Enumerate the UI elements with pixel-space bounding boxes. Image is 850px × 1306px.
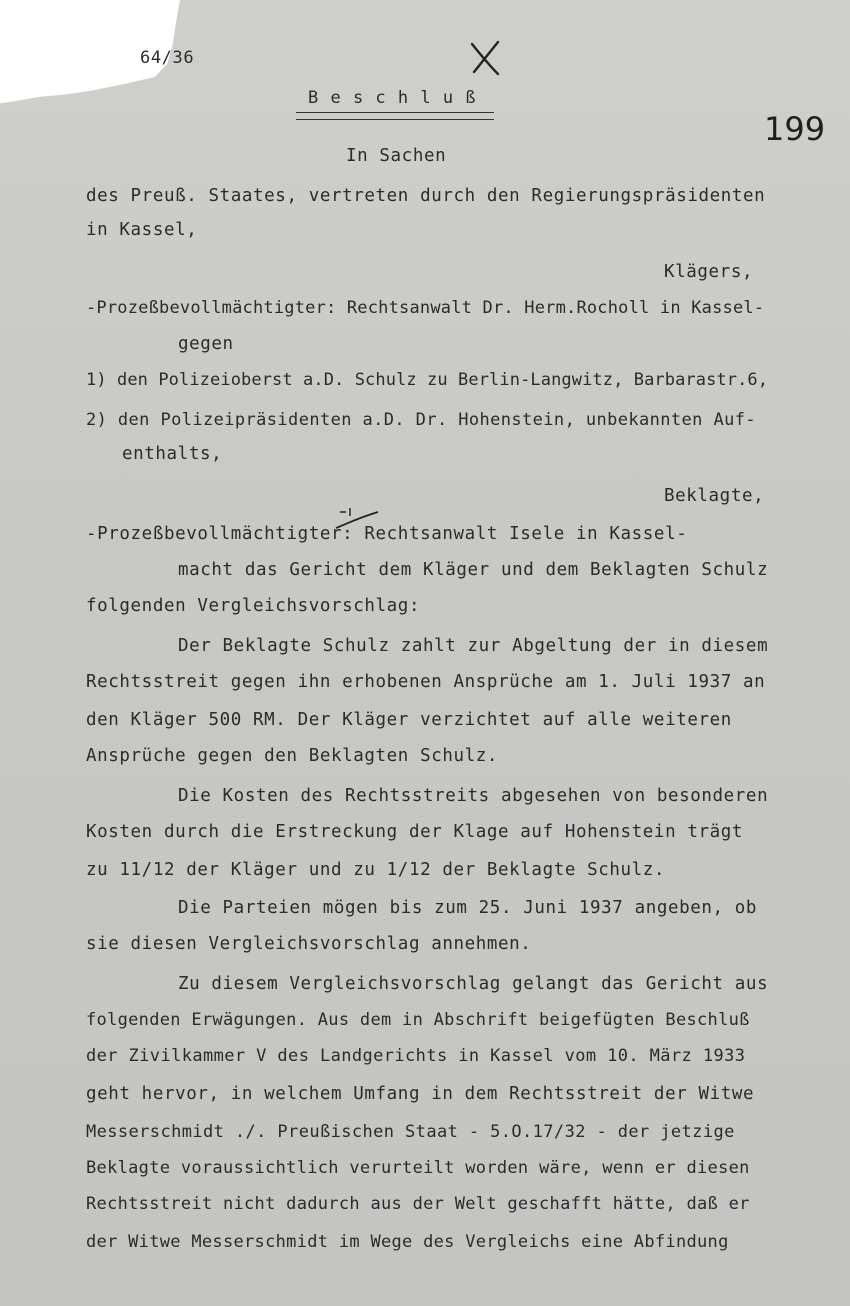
text-line: geht hervor, in welchem Umfang in dem Rechtsstreit der Witwe <box>86 1084 755 1104</box>
text-line: der Zivilkammer V des Landgerichts in Kassel vom 10. März 1933 <box>86 1046 746 1066</box>
text-line: -Prozeßbevollmächtigter: Rechtsanwalt Isele in Kassel- <box>86 524 688 544</box>
text-line: 1) den Polizeioberst a.D. Schulz zu Berlin-Langwitz, Barbarastr.6, <box>86 370 769 390</box>
text-line: gegen <box>178 334 234 354</box>
text-line: des Preuß. Staates, vertreten durch den Regierungspräsidenten <box>86 186 766 206</box>
text-line: Rechtsstreit nicht dadurch aus der Welt geschafft hätte, daß er <box>86 1194 750 1214</box>
text-line: Zu diesem Vergleichsvorschlag gelangt das Gericht aus <box>178 974 769 994</box>
text-line: den Kläger 500 RM. Der Kläger verzichtet auf alle weiteren <box>86 710 732 730</box>
text-line: macht das Gericht dem Kläger und dem Beklagten Schulz <box>178 560 769 580</box>
text-line: enthalts, <box>122 444 223 464</box>
text-line: Der Beklagte Schulz zahlt zur Abgeltung der in diesem <box>178 636 769 656</box>
handwritten-x-mark <box>468 40 502 76</box>
text-line: Die Parteien mögen bis zum 25. Juni 1937 angeben, ob <box>178 898 758 918</box>
text-line: Rechtsstreit gegen ihn erhobenen Ansprüche am 1. Juli 1937 an <box>86 672 766 692</box>
text-line: in Kassel, <box>86 220 198 240</box>
page-number: 199 <box>764 110 826 148</box>
text-line: folgenden Vergleichsvorschlag: <box>86 596 421 616</box>
text-line: Kosten durch die Erstreckung der Klage auf Hohenstein trägt <box>86 822 744 842</box>
document-title: B e s c h l u ß <box>308 88 477 108</box>
text-line: In Sachen <box>346 146 447 166</box>
text-line: sie diesen Vergleichsvorschlag annehmen. <box>86 934 532 954</box>
handwritten-annotation <box>332 506 382 532</box>
text-line: Beklagte, <box>664 486 765 506</box>
text-line: Messerschmidt ./. Preußischen Staat - 5.O.17/32 - der jetzige <box>86 1122 735 1142</box>
text-line: 2) den Polizeipräsidenten a.D. Dr. Hohenstein, unbekannten Auf- <box>86 410 756 430</box>
file-reference: 64/36 <box>140 48 195 68</box>
text-line: Beklagte voraussichtlich verurteilt worden wäre, wenn er diesen <box>86 1158 750 1178</box>
text-line: der Witwe Messerschmidt im Wege des Vergleichs eine Abfindung <box>86 1232 729 1252</box>
text-line: zu 11/12 der Kläger und zu 1/12 der Beklagte Schulz. <box>86 860 666 880</box>
text-line: folgenden Erwägungen. Aus dem in Abschrift beigefügten Beschluß <box>86 1010 750 1030</box>
text-line: Die Kosten des Rechtsstreits abgesehen von besonderen <box>178 786 769 806</box>
text-line: Klägers, <box>664 262 754 282</box>
text-line: -Prozeßbevollmächtigter: Rechtsanwalt Dr. Herm.Rocholl in Kassel- <box>86 298 765 318</box>
text-line: Ansprüche gegen den Beklagten Schulz. <box>86 746 499 766</box>
title-underline <box>296 112 494 120</box>
